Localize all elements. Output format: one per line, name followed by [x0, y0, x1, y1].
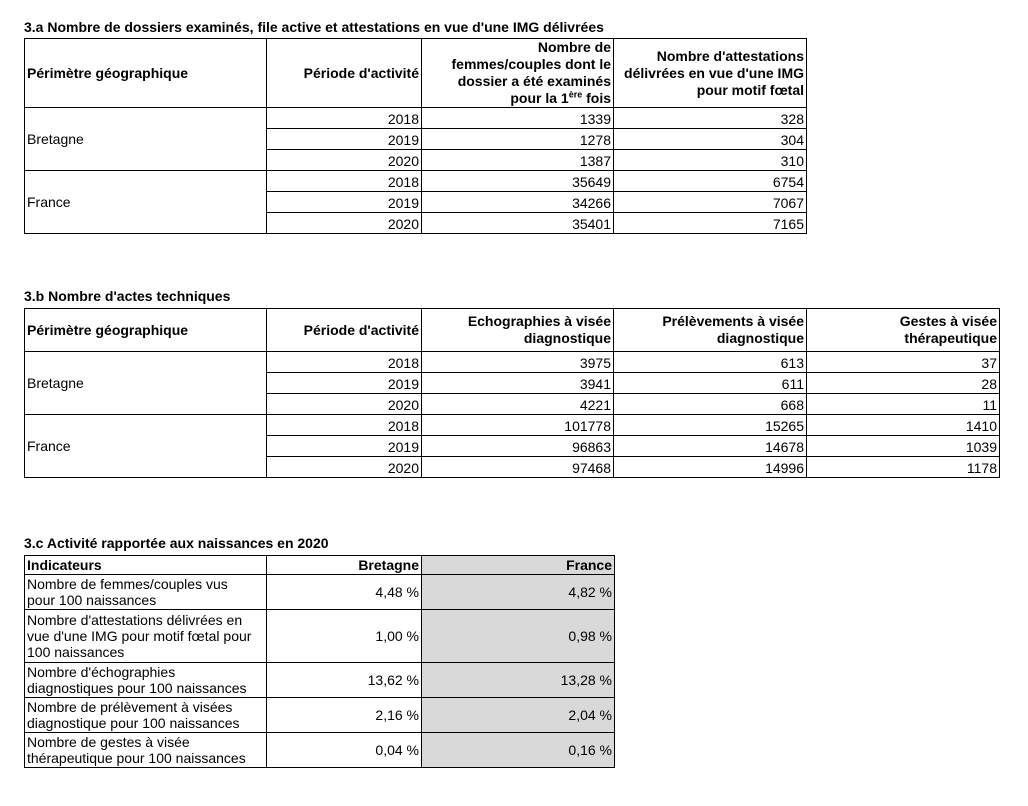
- header-prel-line2: diagnostique: [716, 330, 804, 346]
- table-row: [25, 698, 615, 733]
- prel-cell: 613: [614, 352, 807, 373]
- header-prel-line1: Prélèvements à visée: [662, 313, 804, 329]
- section-3c-title: 3.c Activité rapportée aux naissances en 2020: [24, 535, 329, 551]
- header-femmes-line4-end: fois: [582, 90, 611, 106]
- table-row: [25, 108, 807, 129]
- table-row: [25, 352, 1000, 373]
- bretagne-value: 2,16 %: [267, 698, 422, 733]
- attestations-cell: 7165: [614, 213, 807, 234]
- indicator-line: thérapeutique pour 100 naissances: [27, 750, 246, 766]
- header-perimetre: Périmètre géographique: [25, 39, 267, 108]
- header-attestations: [614, 39, 807, 108]
- section-3b: [24, 288, 1000, 478]
- header-gestes-line2: thérapeutique: [904, 330, 997, 346]
- echo-cell: 101778: [422, 415, 614, 436]
- bretagne-value: 4,48 %: [267, 575, 422, 610]
- indicator-line: Nombre de femmes/couples vus: [27, 576, 228, 592]
- table-row: [25, 415, 1000, 436]
- region-cell: France: [25, 171, 267, 234]
- france-value: 13,28 %: [422, 663, 615, 698]
- bretagne-value: 13,62 %: [267, 663, 422, 698]
- header-periode: Période d'activité: [267, 39, 422, 108]
- year-cell: 2018: [267, 108, 422, 129]
- table-row: [25, 171, 807, 192]
- indicator-line: Nombre de gestes à visée: [27, 734, 190, 750]
- header-periode: Période d'activité: [267, 309, 422, 352]
- header-prelevements: [614, 309, 807, 352]
- femmes-cell: 1387: [422, 150, 614, 171]
- year-cell: 2018: [267, 352, 422, 373]
- year-cell: 2019: [267, 129, 422, 150]
- section-3a-title: 3.a Nombre de dossiers examinés, file active et attestations en vue d'une IMG délivrées: [24, 19, 604, 35]
- year-cell: 2019: [267, 192, 422, 213]
- prel-cell: 14996: [614, 457, 807, 478]
- header-attest-line3: pour motif fœtal: [696, 81, 804, 98]
- attestations-cell: 6754: [614, 171, 807, 192]
- year-cell: 2018: [267, 171, 422, 192]
- indicator-line: Nombre de prélèvement à visées: [27, 699, 233, 715]
- indicator-line: pour 100 naissances: [27, 592, 157, 608]
- france-value: 0,98 %: [422, 610, 615, 663]
- year-cell: 2020: [267, 150, 422, 171]
- gestes-cell: 11: [807, 394, 1000, 415]
- attestations-cell: 304: [614, 129, 807, 150]
- indicator-line: Nombre d'échographies: [27, 664, 176, 680]
- year-cell: 2019: [267, 436, 422, 457]
- table-3a: [24, 38, 807, 234]
- header-attest-line1: Nombre d'attestations: [656, 47, 804, 64]
- header-bretagne: Bretagne: [267, 556, 422, 575]
- prel-cell: 14678: [614, 436, 807, 457]
- france-value: 2,04 %: [422, 698, 615, 733]
- indicator-line: diagnostiques pour 100 naissances: [27, 680, 247, 696]
- table-3b: [24, 308, 1000, 478]
- gestes-cell: 37: [807, 352, 1000, 373]
- header-femmes-couples: [422, 39, 614, 108]
- header-perimetre: Périmètre géographique: [25, 309, 267, 352]
- table-row: [25, 610, 615, 663]
- region-cell: France: [25, 415, 267, 478]
- header-gestes: [807, 309, 1000, 352]
- attestations-cell: 310: [614, 150, 807, 171]
- header-femmes-line1: Nombre de: [537, 39, 611, 55]
- prel-cell: 668: [614, 394, 807, 415]
- indicator-line: diagnostique pour 100 naissances: [27, 715, 240, 731]
- header-femmes-line3: dossier a été examinés: [457, 73, 611, 89]
- femmes-cell: 34266: [422, 192, 614, 213]
- gestes-cell: 1410: [807, 415, 1000, 436]
- indicator-line: vue d'une IMG pour motif fœtal pour: [27, 628, 252, 644]
- header-gestes-line1: Gestes à visée: [899, 313, 997, 329]
- france-value: 4,82 %: [422, 575, 615, 610]
- year-cell: 2020: [267, 213, 422, 234]
- bretagne-value: 0,04 %: [267, 733, 422, 768]
- year-cell: 2020: [267, 457, 422, 478]
- header-echo-line2: diagnostique: [523, 330, 611, 346]
- gestes-cell: 1178: [807, 457, 1000, 478]
- header-echographies: [422, 309, 614, 352]
- region-cell: Bretagne: [25, 108, 267, 171]
- year-cell: 2020: [267, 394, 422, 415]
- attestations-cell: 7067: [614, 192, 807, 213]
- table-3c: [24, 555, 615, 768]
- echo-cell: 96863: [422, 436, 614, 457]
- header-femmes-line2: femmes/couples dont le: [451, 56, 611, 72]
- echo-cell: 3941: [422, 373, 614, 394]
- femmes-cell: 1278: [422, 129, 614, 150]
- echo-cell: 3975: [422, 352, 614, 373]
- france-value: 0,16 %: [422, 733, 615, 768]
- year-cell: 2019: [267, 373, 422, 394]
- table-row: [25, 575, 615, 610]
- indicator-line: 100 naissances: [27, 644, 125, 660]
- section-3c: [24, 535, 615, 768]
- bretagne-value: 1,00 %: [267, 610, 422, 663]
- indicator-line: Nombre d'attestations délivrées en: [27, 612, 243, 628]
- table-row: [25, 733, 615, 768]
- header-indicateurs: Indicateurs: [25, 556, 267, 575]
- indicator-label: [25, 575, 267, 610]
- header-femmes-line4: pour la 1: [510, 90, 569, 106]
- indicator-label: [25, 733, 267, 768]
- header-echo-line1: Echographies à visée: [467, 313, 611, 329]
- year-cell: 2018: [267, 415, 422, 436]
- prel-cell: 15265: [614, 415, 807, 436]
- table-row: [25, 663, 615, 698]
- echo-cell: 4221: [422, 394, 614, 415]
- gestes-cell: 28: [807, 373, 1000, 394]
- attestations-cell: 328: [614, 108, 807, 129]
- gestes-cell: 1039: [807, 436, 1000, 457]
- header-france: France: [422, 556, 615, 575]
- femmes-cell: 35649: [422, 171, 614, 192]
- header-attest-line2: délivrées en vue d'une IMG: [624, 64, 804, 81]
- femmes-cell: 35401: [422, 213, 614, 234]
- indicator-label: [25, 698, 267, 733]
- section-3a: [24, 19, 807, 234]
- echo-cell: 97468: [422, 457, 614, 478]
- region-cell: Bretagne: [25, 352, 267, 415]
- header-femmes-superscript: ère: [568, 89, 583, 100]
- section-3b-title: 3.b Nombre d'actes techniques: [24, 288, 231, 304]
- prel-cell: 611: [614, 373, 807, 394]
- indicator-label: [25, 663, 267, 698]
- femmes-cell: 1339: [422, 108, 614, 129]
- indicator-label: [25, 610, 267, 663]
